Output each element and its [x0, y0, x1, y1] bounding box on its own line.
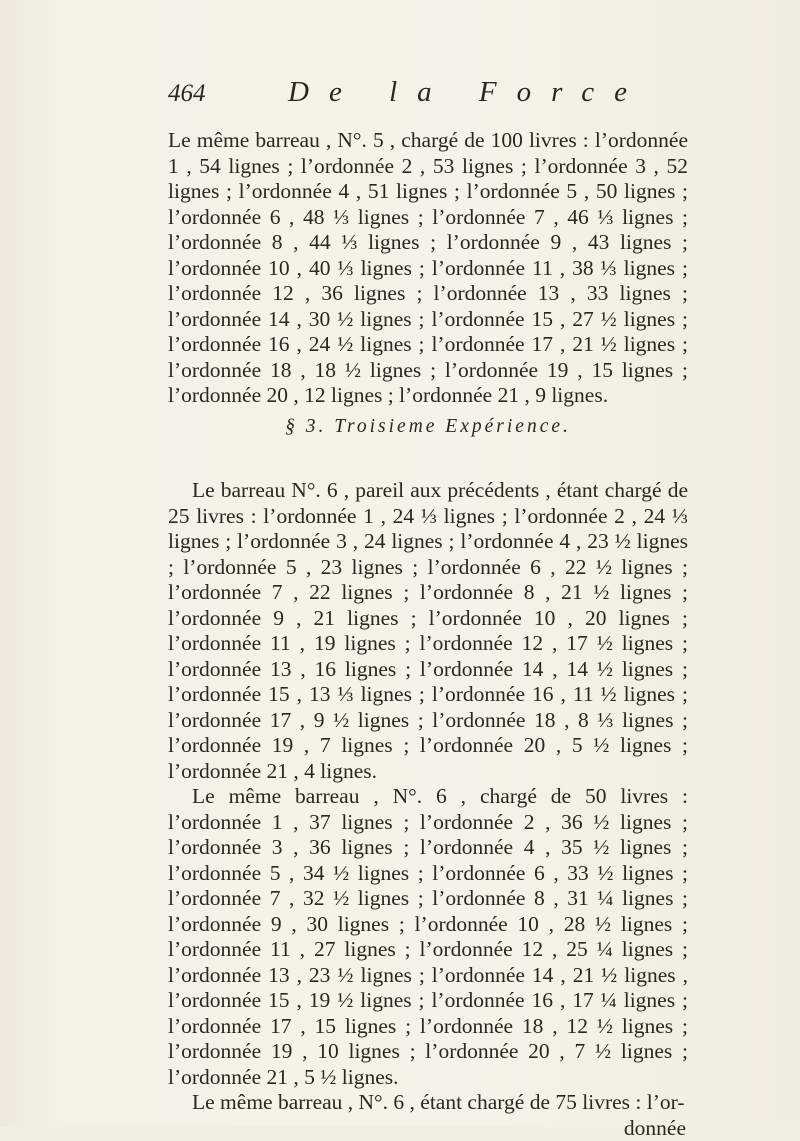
- section-heading: § 3. Troisieme Expérience.: [168, 414, 688, 440]
- catchword: donnée: [168, 1116, 688, 1141]
- page-number: 464: [168, 80, 206, 108]
- body-text: [168, 128, 688, 1141]
- paragraph-barreau-5-100-livres: Le même barreau , N°. 5 , chargé de 100 livres : l’ordonnée 1 , 54 lignes ; l’ordonnée 2 , 53 lignes ; l’ordonnée 3 , 52 lignes ; l’ordonnée 4 , 51 lignes ; l’ordonnée 5 , 50 lignes ; l’ordonnée 6 , 48 ⅓ lignes ; l’ordonnée 7 , 46 ⅓ lignes ; l’ordonnée 8 , 44 ⅓ lignes ; l’ordonnée 9 , 43 lignes ; l’ordonnée 10 , 40 ⅓ lignes ; l’ordonnée 11 , 38 ⅓ lignes ; l’ordonnée 12 , 36 lignes ; l’ordonnée 13 , 33 lignes ; l’ordonnée 14 , 30 ½ lignes ; l’ordonnée 15 , 27 ½ lignes ; l’ordonnée 16 , 24 ½ lignes ; l’ordonnée 17 , 21 ½ lignes ; l’ordonnée 18 , 18 ½ lignes ; l’ordonnée 19 , 15 lignes ; l’ordonnée 20 , 12 lignes ; l’ordonnée 21 , 9 lignes.: [168, 128, 688, 409]
- paragraph-barreau-6-25-livres: Le barreau N°. 6 , pareil aux précédents , étant chargé de 25 livres : l’ordonnée 1 , 24 ⅓ lignes ; l’ordonnée 2 , 24 ⅓ lignes ; l’ordonnée 3 , 24 lignes ; l’ordonnée 4 , 23 ½ lignes ; l’ordonnée 5 , 23 lignes ; l’ordonnée 6 , 22 ½ lignes ; l’ordonnée 7 , 22 lignes ; l’ordonnée 8 , 21 ½ lignes ; l’ordonnée 9 , 21 lignes ; l’ordonnée 10 , 20 lignes ; l’ordonnée 11 , 19 lignes ; l’ordonnée 12 , 17 ½ lignes ; l’ordonnée 13 , 16 lignes ; l’ordonnée 14 , 14 ½ lignes ; l’ordonnée 15 , 13 ⅓ lignes ; l’ordonnée 16 , 11 ½ lignes ; l’ordonnée 17 , 9 ½ lignes ; l’ordonnée 18 , 8 ⅓ lignes ; l’ordonnée 19 , 7 lignes ; l’ordonnée 20 , 5 ½ lignes ; l’ordonnée 21 , 4 lignes.: [168, 478, 688, 784]
- paragraph-barreau-6-75-livres: Le même barreau , N°. 6 , étant chargé de 75 livres : l’or-: [168, 1090, 688, 1116]
- running-title: De la Force: [288, 76, 647, 109]
- paragraph-barreau-6-50-livres: Le même barreau , N°. 6 , chargé de 50 livres : l’ordonnée 1 , 37 lignes ; l’ordonnée 2 , 36 ½ lignes ; l’ordonnée 3 , 36 lignes ; l’ordonnée 4 , 35 ½ lignes ; l’ordonnée 5 , 34 ½ lignes ; l’ordonnée 6 , 33 ½ lignes ; l’ordonnée 7 , 32 ½ lignes ; l’ordonnée 8 , 31 ¼ lignes ; l’ordonnée 9 , 30 lignes ; l’ordonnée 10 , 28 ½ lignes ; l’ordonnée 11 , 27 lignes ; l’ordonnée 12 , 25 ¼ lignes ; l’ordonnée 13 , 23 ½ lignes ; l’ordonnée 14 , 21 ½ lignes , l’ordonnée 15 , 19 ½ lignes ; l’ordonnée 16 , 17 ¼ lignes ; l’ordonnée 17 , 15 lignes ; l’ordonnée 18 , 12 ½ lignes ; l’ordonnée 19 , 10 lignes ; l’ordonnée 20 , 7 ½ lignes ; l’ordonnée 21 , 5 ½ lignes.: [168, 784, 688, 1090]
- page-header: [168, 80, 688, 120]
